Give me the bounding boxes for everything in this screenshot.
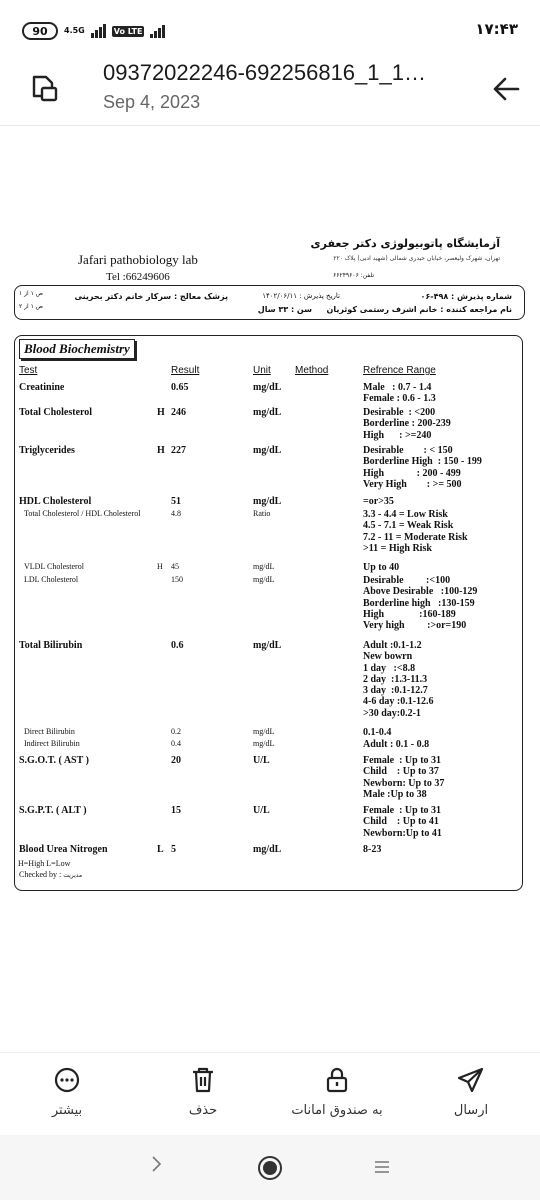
status-bar (0, 0, 540, 56)
more-icon (54, 1067, 80, 1093)
row-flag: H (157, 445, 165, 456)
network-type: 4.5G (64, 26, 85, 35)
trash-icon (191, 1067, 215, 1093)
row-test-name: S.G.P.T. ( ALT ) (19, 805, 87, 816)
col-method: Method (295, 365, 329, 376)
col-result: Result (171, 365, 200, 376)
row-unit: mg/dL (253, 445, 282, 456)
row-reference-range: Desirable : < 150 Borderline High : 150 - 199 High : 200 - 499 Very High : >= 500 (363, 445, 482, 490)
row-reference-range: Adult :0.1-1.2 New bowrn 1 day :<8.8 2 day :1.3-11.3 3 day :0.1-12.7 4-6 day :0.1-12.6 >30 day:0.2-1 (363, 640, 434, 719)
row-reference-range: Female : Up to 31 Child : Up to 37 Newborn: Up to 37 Male :Up to 38 (363, 755, 445, 800)
row-test-name: LDL Cholesterol (24, 575, 79, 584)
nav-home-icon[interactable] (257, 1155, 283, 1185)
row-reference-range: 8-23 (363, 844, 382, 855)
vault-label: به صندوق امانات (291, 1103, 383, 1118)
row-reference-range: Up to 40 (363, 562, 400, 573)
row-result: 5 (171, 844, 176, 855)
document-viewer[interactable] (0, 127, 540, 1052)
row-test-name: Total Cholesterol (19, 407, 93, 418)
row-result: 45 (171, 562, 179, 571)
lab-phone: تلفن: ۶۶۲۴۹۶۰۶ (333, 272, 374, 279)
delete-button[interactable] (138, 1053, 268, 1135)
row-unit: mg/dL (253, 727, 275, 736)
more-button[interactable] (2, 1053, 132, 1135)
row-test-name: Total Cholesterol / HDL Cholesterol (24, 509, 141, 518)
nav-recents-icon[interactable] (374, 1159, 390, 1178)
back-arrow-icon[interactable] (490, 74, 522, 104)
lab-address: تهران، شهرک ولیعصر، خیابان حیدری شمالی (شهید ادبی) پلاک ۲۲۰ (333, 255, 500, 262)
row-unit: U/L (253, 805, 270, 816)
checked-by: Checked by : مدیریت (19, 870, 83, 879)
row-unit: mg/dL (253, 575, 275, 584)
row-unit: mg/dL (253, 382, 282, 393)
row-result: 20 (171, 755, 181, 766)
section-title: Blood Biochemistry (19, 339, 135, 359)
row-reference-range: 3.3 - 4.4 = Low Risk 4.5 - 7.1 = Weak Risk 7.2 - 11 = Moderate Risk >11 = High Risk (363, 509, 468, 554)
row-flag: L (157, 844, 164, 855)
row-result: 150 (171, 575, 183, 584)
row-test-name: Triglycerides (19, 445, 75, 456)
lab-name-en: Jafari pathobiology lab (78, 252, 198, 267)
row-result: 0.4 (171, 739, 181, 748)
flag-legend: H=High L=Low (18, 859, 71, 868)
nav-back-icon[interactable] (150, 1153, 164, 1179)
col-reference: Refrence Range (363, 365, 436, 376)
reception-number: شماره پذیرش : ۴۹۸-۰۶ (420, 292, 512, 301)
row-unit: mg/dL (253, 496, 282, 507)
row-unit: mg/dL (253, 640, 282, 651)
system-nav-bar (0, 1135, 540, 1200)
page-indicator: ص ۱ از ۱ (19, 290, 44, 297)
row-result: 0.2 (171, 727, 181, 736)
row-result: 15 (171, 805, 181, 816)
row-result: 246 (171, 407, 186, 418)
signal-icon-2 (150, 24, 165, 38)
row-unit: mg/dL (253, 562, 275, 571)
file-type-icon[interactable] (30, 74, 60, 104)
clock: ۱۷:۴۳ (475, 20, 518, 38)
row-unit: Ratio (253, 509, 271, 518)
row-reference-range: 0.1-0.4 (363, 727, 392, 738)
lock-icon (325, 1067, 349, 1093)
row-reference-range: Female : Up to 31 Child : Up to 41 Newborn:Up to 41 (363, 805, 442, 839)
row-flag: H (157, 562, 163, 571)
row-result: 227 (171, 445, 186, 456)
file-date: Sep 4, 2023 (103, 92, 201, 112)
header-divider (0, 125, 540, 126)
file-title: 09372022246-692256816_1_1… (103, 60, 426, 85)
row-reference-range: Male : 0.7 - 1.4 Female : 0.6 - 1.3 (363, 382, 436, 405)
row-test-name: Total Bilirubin (19, 640, 83, 651)
row-test-name: Creatinine (19, 382, 65, 393)
send-icon (457, 1067, 485, 1093)
row-reference-range: Desirable : <200 Borderline : 200-239 High : >=240 (363, 407, 451, 441)
row-result: 51 (171, 496, 181, 507)
bottom-actions (0, 1053, 540, 1135)
col-test: Test (19, 365, 38, 376)
patient-info-box (14, 285, 525, 320)
row-flag: H (157, 407, 165, 418)
signal-icon (91, 24, 106, 38)
send-button[interactable] (406, 1053, 536, 1135)
battery-level: 90 (32, 24, 48, 38)
row-test-name: Direct Bilirubin (24, 727, 75, 736)
delete-label: حذف (188, 1103, 218, 1118)
patient-age: سن : ۳۳ سال (257, 305, 312, 314)
doctor-name: پزشک معالج : سرکار خانم دکتر بحرینی (74, 292, 228, 301)
row-reference-range: =or>35 (363, 496, 394, 507)
row-test-name: S.G.O.T. ( AST ) (19, 755, 89, 766)
row-test-name: VLDL Cholesterol (24, 562, 84, 571)
page-indicator-2: ص ۱ از ۲ (19, 303, 44, 310)
reception-date: تاریخ پذیرش : ۱۴۰۲/۰۶/۱۱ (262, 292, 340, 300)
app-header (0, 56, 540, 126)
lab-name-fa: آزمایشگاه پاتوبیولوژی دکتر جعفری (310, 237, 500, 250)
lab-tel: Tel :66249606 (106, 271, 170, 283)
row-test-name: Blood Urea Nitrogen (19, 844, 108, 855)
row-result: 0.6 (171, 640, 184, 651)
status-icons (22, 22, 165, 40)
row-result: 4.8 (171, 509, 181, 518)
vault-button[interactable] (272, 1053, 402, 1135)
row-unit: mg/dL (253, 407, 282, 418)
row-unit: mg/dL (253, 844, 282, 855)
row-test-name: Indirect Bilirubin (24, 739, 80, 748)
col-unit: Unit (253, 365, 271, 376)
row-reference-range: Desirable :<100 Above Desirable :100-129 Borderline high :130-159 High :160-189 Very high :>or=190 (363, 575, 478, 632)
row-unit: mg/dL (253, 739, 275, 748)
row-result: 0.65 (171, 382, 189, 393)
row-reference-range: Adult : 0.1 - 0.8 (363, 739, 430, 750)
more-label: بیشتر (51, 1103, 83, 1118)
volte-badge: Vo LTE (113, 26, 143, 36)
battery-icon (22, 22, 58, 40)
row-unit: U/L (253, 755, 270, 766)
row-test-name: HDL Cholesterol (19, 496, 92, 507)
patient-name: نام مراجعه کننده : خانم اشرف رستمی کوثریان (326, 305, 512, 314)
send-label: ارسال (453, 1103, 489, 1118)
